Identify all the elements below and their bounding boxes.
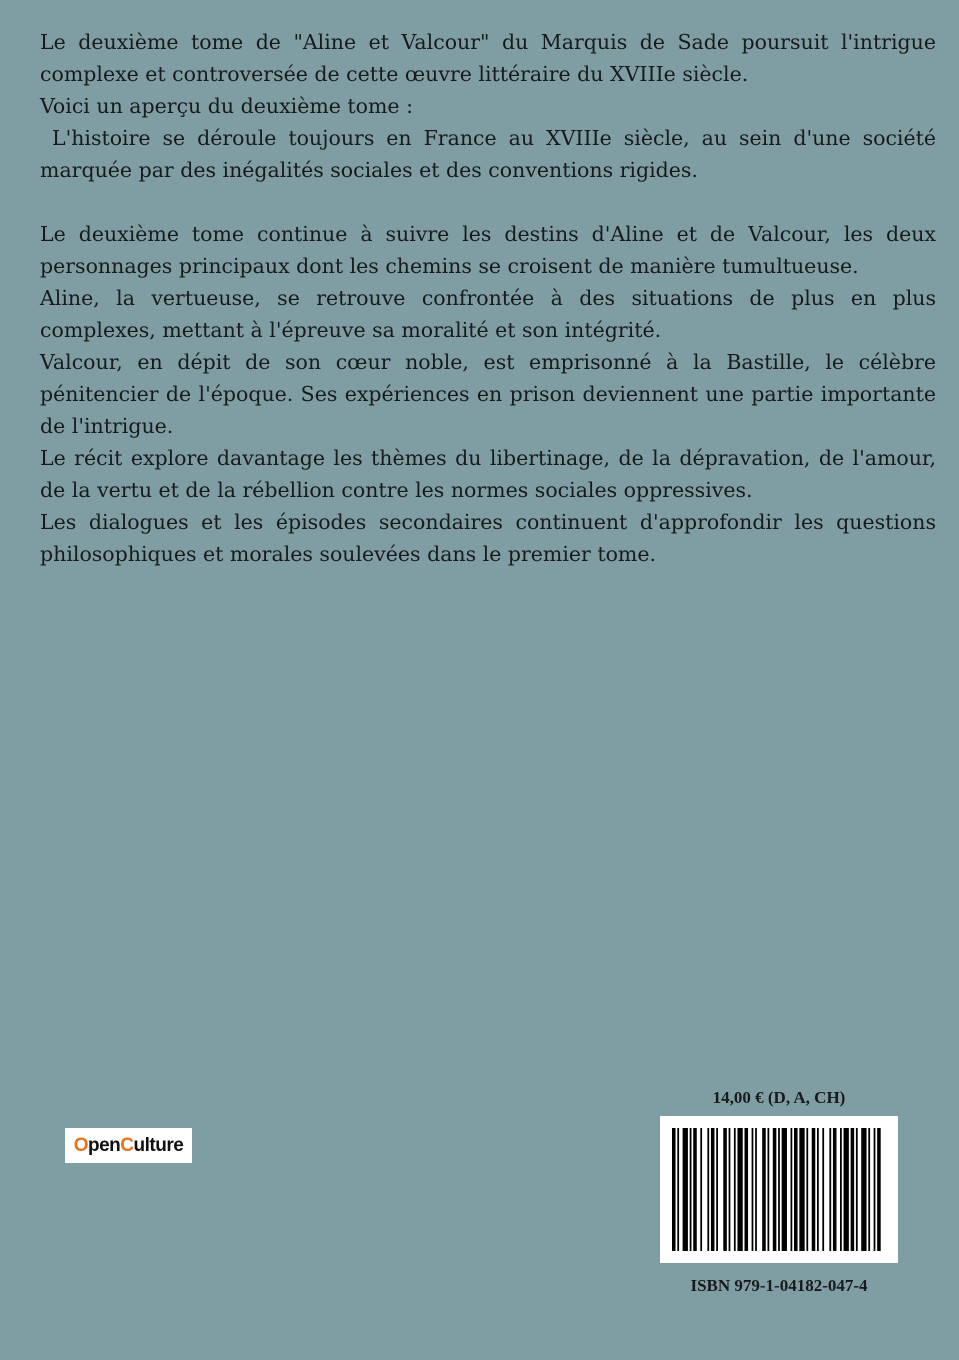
barcode-bar	[782, 1128, 787, 1251]
barcode-bar	[791, 1128, 793, 1251]
barcode-bar	[812, 1128, 816, 1251]
barcode-bar	[711, 1128, 715, 1251]
barcode-bar	[868, 1128, 870, 1251]
barcode-bar	[693, 1128, 697, 1251]
barcode-bar	[851, 1128, 855, 1251]
paragraph-destinies: Le deuxième tome continue à suivre les destins d'Aline et de Valcour, les deux personnages principaux dont les chemins se croisent de manière tumultueuse.	[40, 222, 936, 278]
logo-text-pen: pen	[87, 1134, 121, 1156]
barcode-bar	[723, 1128, 727, 1251]
back-cover-description	[40, 26, 943, 570]
barcode-bar	[672, 1128, 676, 1251]
paragraph-dialogues: Les dialogues et les épisodes secondaires continuent d'approfondir les questions philosophiques et morales soulevées dans le premier tome.	[40, 510, 936, 566]
paragraph-themes: Le récit explore davantage les thèmes du libertinage, de la dépravation, de l'amour, de la vertu et de la rébellion contre les normes sociales oppressives.	[40, 446, 936, 502]
barcode-bar	[833, 1128, 837, 1251]
barcode-bar	[856, 1128, 858, 1251]
barcode-icon	[672, 1128, 886, 1251]
barcode-bar	[734, 1128, 736, 1251]
barcode-bar	[794, 1128, 798, 1251]
barcode-bar	[683, 1128, 688, 1251]
barcode-bar	[677, 1128, 679, 1251]
barcode-bar	[762, 1128, 766, 1251]
barcode-bar	[877, 1128, 881, 1251]
barcode-bar	[806, 1128, 808, 1251]
logo-text-ulture: ulture	[133, 1134, 184, 1156]
barcode-bar	[778, 1128, 780, 1251]
barcode-bar	[874, 1128, 876, 1251]
paragraph-intro: Le deuxième tome de "Aline et Valcour" du Marquis de Sade poursuit l'intrigue complexe et controversée de cette œuvre littéraire du XVIIIe siècle.	[40, 30, 936, 86]
paragraph-valcour: Valcour, en dépit de son cœur noble, est emprisonné à la Bastille, le célèbre pénitencier de l'époque. Ses expériences en prison deviennent une partie importante de l'intrigue.	[40, 350, 936, 438]
barcode-bar	[690, 1128, 692, 1251]
barcode	[660, 1116, 898, 1263]
paragraph-setting: L'histoire se déroule toujours en France au XVIIIe siècle, au sein d'une société marquée par des inégalités sociales et des conventions rigides.	[40, 126, 943, 182]
paragraph-aline: Aline, la vertueuse, se retrouve confrontée à des situations de plus en plus complexes, mettant à l'épreuve sa moralité et son intégrité.	[40, 286, 936, 342]
barcode-bar	[840, 1128, 842, 1251]
barcode-bar	[768, 1128, 770, 1251]
barcode-bar	[745, 1128, 749, 1251]
barcode-bar	[844, 1128, 849, 1251]
paragraph-overview-heading: Voici un aperçu du deuxième tome :	[40, 94, 413, 118]
barcode-bar	[737, 1128, 742, 1251]
barcode-bar	[729, 1128, 731, 1251]
barcode-bar	[799, 1128, 804, 1251]
isbn-label: ISBN 979-1-04182-047-4	[690, 1276, 868, 1295]
barcode-bar	[773, 1128, 777, 1251]
logo-letter-c: C	[120, 1134, 134, 1156]
barcode-bar	[716, 1128, 718, 1251]
barcode-bar	[755, 1128, 757, 1251]
barcode-bar	[707, 1128, 709, 1251]
paragraph-gap	[40, 186, 936, 218]
barcode-bar	[817, 1128, 819, 1251]
logo-letter-o: O	[73, 1134, 88, 1156]
barcode-bar	[822, 1128, 824, 1251]
openculture-logo	[65, 1128, 192, 1163]
barcode-bar	[829, 1128, 831, 1251]
barcode-bar	[700, 1128, 702, 1251]
price-label: 14,00 € (D, A, CH)	[712, 1088, 846, 1107]
barcode-bar	[752, 1128, 754, 1251]
barcode-bar	[861, 1128, 866, 1251]
